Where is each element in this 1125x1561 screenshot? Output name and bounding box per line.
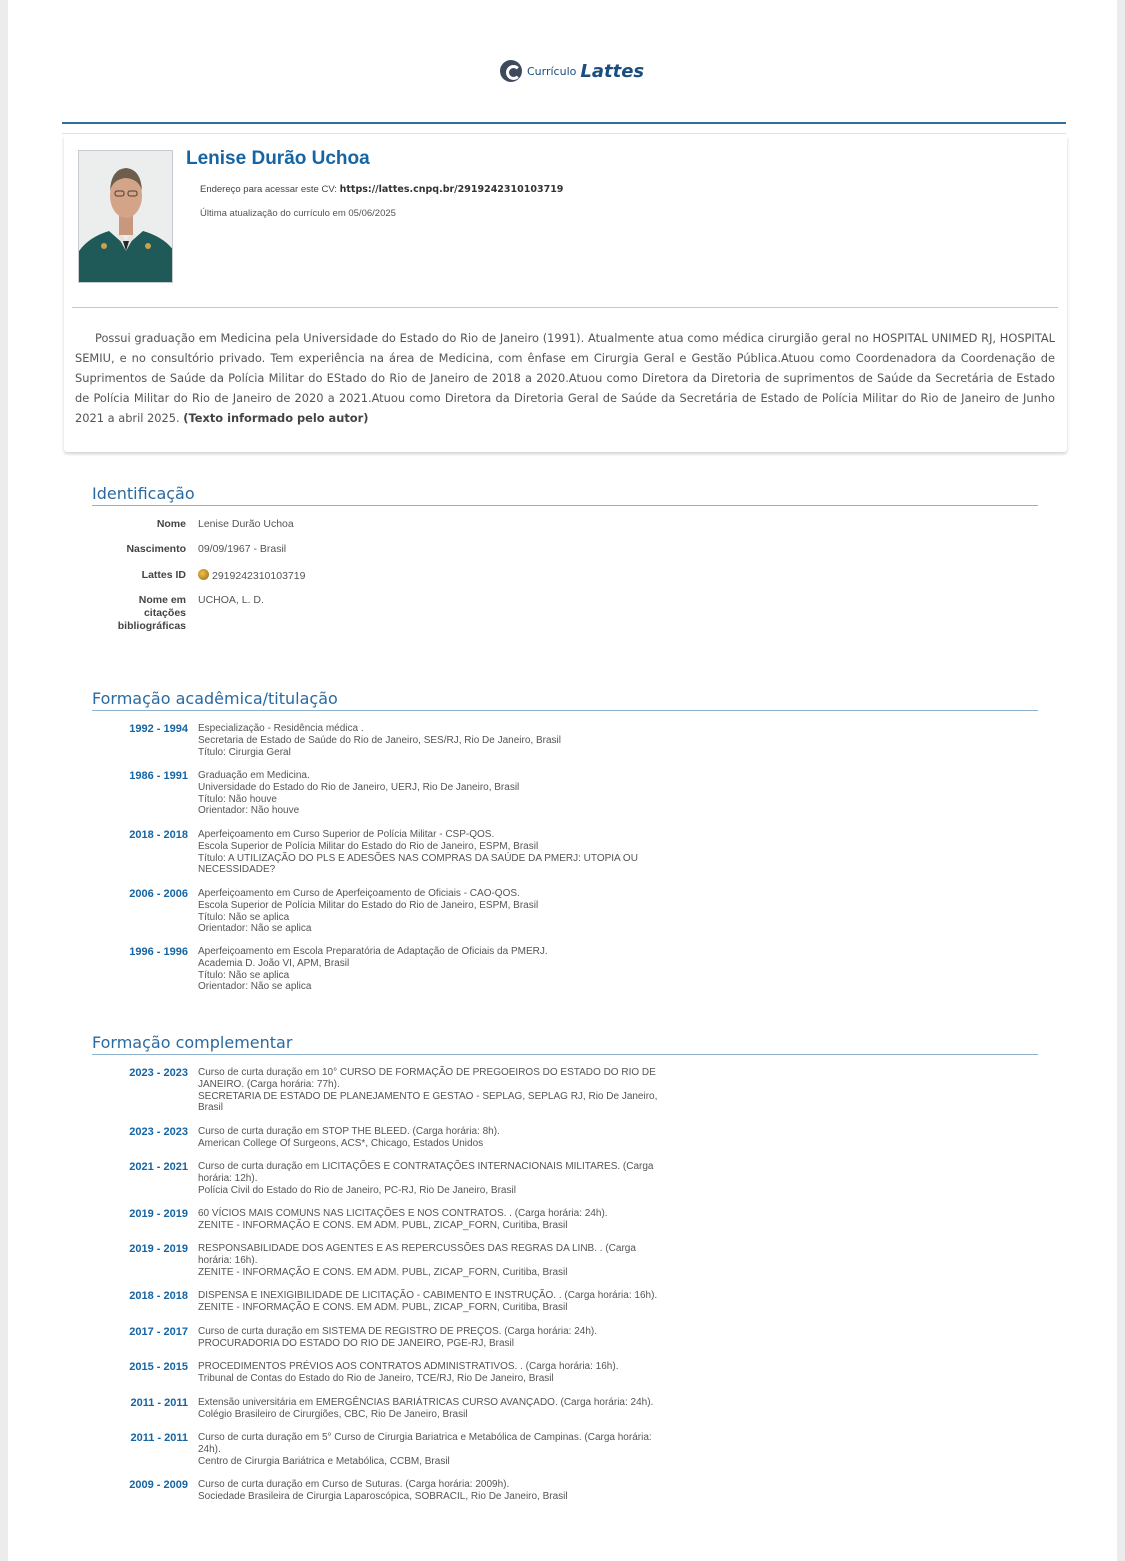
entry-line: Curso de curta duração em 5° Curso de Cirurgia Bariatrica e Metabólica de Campinas. (Carga horária: bbox=[198, 1432, 652, 1443]
entry-line: Título: A UTILIZAÇÃO DO PLS E ADESÕES NAS COMPRAS DA SAÚDE DA PMERJ: UTOPIA OU bbox=[198, 852, 638, 864]
entry-text bbox=[198, 1126, 703, 1150]
entry-line: ZENITE - INFORMAÇÃO E CONS. EM ADM. PUBL, ZICAP_FORN, Curitiba, Brasil bbox=[198, 1219, 568, 1231]
id-label: Nome em citações bibliográficas bbox=[117, 594, 186, 632]
id-value-wrapper bbox=[198, 569, 305, 582]
entry-line: Secretaria de Estado de Saúde do Rio de Janeiro, SES/RJ, Rio De Janeiro, Brasil bbox=[198, 734, 561, 746]
summary-divider bbox=[72, 307, 1058, 308]
lattes-logo[interactable] bbox=[500, 57, 644, 85]
entry-line: ZENITE - INFORMAÇÃO E CONS. EM ADM. PUBL, ZICAP_FORN, Curitiba, Brasil bbox=[198, 1301, 568, 1313]
id-value: Lenise Durão Uchoa bbox=[198, 518, 294, 530]
entry-line: 60 VÍCIOS MAIS COMUNS NAS LICITAÇÕES E NOS CONTRATOS. . (Carga horária: 24h). bbox=[198, 1208, 608, 1219]
entry-text bbox=[198, 888, 703, 935]
person-name: Lenise Durão Uchoa bbox=[186, 148, 370, 169]
entry-text bbox=[198, 1243, 703, 1278]
id-label: Nome bbox=[156, 518, 186, 530]
entry-years: 2011 - 2011 bbox=[130, 1432, 188, 1444]
entry-years: 1986 - 1991 bbox=[129, 770, 188, 782]
entry-line: horária: 12h). bbox=[198, 1172, 258, 1184]
entry-years: 1996 - 1996 bbox=[129, 946, 188, 958]
entry-years: 2018 - 2018 bbox=[129, 829, 188, 841]
id-label: Nascimento bbox=[126, 543, 186, 555]
logo-small-text: Currículo bbox=[527, 64, 577, 78]
entry-years: 2019 - 2019 bbox=[129, 1208, 188, 1220]
entry-text bbox=[198, 829, 703, 876]
entry-line: RESPONSABILIDADE DOS AGENTES E AS REPERCUSSÕES DAS REGRAS DA LINB. . (Carga bbox=[198, 1243, 636, 1254]
entry-line: Curso de curta duração em LICITAÇÕES E CONTRATAÇÕES INTERNACIONAIS MILITARES. (Carga bbox=[198, 1161, 654, 1172]
id-value[interactable]: 2919242310103719 bbox=[212, 570, 306, 582]
entry-line: Orientador: Não se aplica bbox=[198, 981, 312, 993]
entry-line: Aperfeiçoamento em Escola Preparatória de Adaptação de Oficiais da PMERJ. bbox=[198, 946, 548, 957]
entry-line: 24h). bbox=[198, 1443, 221, 1455]
section-title-complementar[interactable]: Formação complementar bbox=[92, 1033, 293, 1052]
entry-years: 2017 - 2017 bbox=[129, 1326, 188, 1338]
entry-text bbox=[198, 1361, 703, 1385]
entry-line: Sociedade Brasileira de Cirurgia Laparoscópica, SOBRACIL, Rio De Janeiro, Brasil bbox=[198, 1490, 568, 1502]
entry-line: Polícia Civil do Estado do Rio de Janeiro, PC-RJ, Rio De Janeiro, Brasil bbox=[198, 1184, 516, 1196]
entry-years: 2015 - 2015 bbox=[129, 1361, 188, 1373]
entry-text bbox=[198, 1290, 703, 1314]
entry-line: Escola Superior de Polícia Militar do Estado do Rio de Janeiro, ESPM, Brasil bbox=[198, 840, 539, 852]
header-divider bbox=[62, 122, 1066, 124]
entry-text bbox=[198, 946, 703, 993]
entry-line: Curso de curta duração em STOP THE BLEED. (Carga horária: 8h). bbox=[198, 1126, 500, 1137]
entry-line: Aperfeiçoamento em Curso de Aperfeiçoamento de Oficiais - CAO-QOS. bbox=[198, 888, 520, 899]
entry-line: SECRETARIA DE ESTADO DE PLANEJAMENTO E GESTAO - SEPLAG, SEPLAG RJ, Rio De Janeiro, bbox=[198, 1090, 658, 1102]
entry-text bbox=[198, 1479, 703, 1503]
id-value: UCHOA, L. D. bbox=[198, 594, 264, 606]
entry-text bbox=[198, 1161, 703, 1196]
entry-text bbox=[198, 1326, 703, 1350]
entry-line: Título: Não se aplica bbox=[198, 911, 290, 923]
cv-url-link[interactable]: https://lattes.cnpq.br/2919242310103719 bbox=[339, 184, 564, 195]
entry-line: Curso de curta duração em Curso de Suturas. (Carga horária: 2009h). bbox=[198, 1479, 510, 1490]
entry-text bbox=[198, 1067, 703, 1114]
cv-url-line bbox=[200, 184, 563, 195]
entry-line: PROCEDIMENTOS PRÉVIOS AOS CONTRATOS ADMINISTRATIVOS. . (Carga horária: 16h). bbox=[198, 1361, 619, 1372]
entry-line: American College Of Surgeons, ACS*, Chicago, Estados Unidos bbox=[198, 1137, 484, 1149]
entry-line: horária: 16h). bbox=[198, 1254, 258, 1266]
logo-big-text: Lattes bbox=[580, 60, 645, 82]
entry-line: Orientador: Não se aplica bbox=[198, 923, 312, 935]
entry-text bbox=[198, 1208, 703, 1232]
entry-years: 2023 - 2023 bbox=[129, 1126, 188, 1138]
lattes-logo-icon bbox=[500, 60, 522, 82]
entry-line: Curso de curta duração em SISTEMA DE REGISTRO DE PREÇOS. (Carga horária: 24h). bbox=[198, 1326, 598, 1337]
section-title-identificacao[interactable]: Identificação bbox=[92, 484, 195, 503]
summary-body: Possui graduação em Medicina pela Universidade do Estado do Rio de Janeiro (1991). Atualmente atua como médica cirurgião geral no HOSPITAL UNIMED RJ, HOSPITAL SEMIU, e no consultório privado. Tem experiência na área de Medicina, com ênfase em Cirurgia Geral e Gestão Pública.Atuou como Coordenadora da Coordenação de Suprimentos de Saúde da Polícia Militar do EStado do Rio de Janeiro de 2018 a 2020.Atuou como Diretora da Diretoria de suprimentos de Saúde da Secretária de Estado de Polícia Militar do Rio de Janeiro de 2020 a 2021.Atuou como Diretora da Diretoria Geral de Saúde da Secretária de Estado de Polícia Militar do Rio de Janeiro de Junho 2021 a abril 2025. bbox=[75, 331, 1055, 425]
entry-text bbox=[198, 1397, 703, 1421]
lattes-id-icon bbox=[198, 569, 209, 580]
cv-url-label: Endereço para acessar este CV: bbox=[200, 184, 337, 195]
entry-text bbox=[198, 770, 703, 817]
entry-line: Título: Não se aplica bbox=[198, 969, 290, 981]
entry-line: JANEIRO. (Carga horária: 77h). bbox=[198, 1078, 340, 1090]
entry-line: Título: Cirurgia Geral bbox=[198, 746, 291, 758]
section-rule-identificacao bbox=[92, 505, 1038, 506]
summary-text bbox=[75, 328, 1055, 428]
entry-years: 1992 - 1994 bbox=[129, 723, 188, 735]
entry-line: Título: Não houve bbox=[198, 793, 277, 805]
entry-years: 2011 - 2011 bbox=[130, 1397, 188, 1409]
profile-photo-image bbox=[79, 151, 173, 283]
entry-line: DISPENSA E INEXIGIBILIDADE DE LICITAÇÃO - CABIMENTO E INSTRUÇÃO. . (Carga horária: 16h). bbox=[198, 1290, 658, 1301]
entry-line: Escola Superior de Polícia Militar do Estado do Rio de Janeiro, ESPM, Brasil bbox=[198, 899, 539, 911]
profile-photo bbox=[78, 150, 173, 283]
entry-text bbox=[198, 723, 703, 758]
entry-years: 2006 - 2006 bbox=[129, 888, 188, 900]
entry-text bbox=[198, 1432, 703, 1467]
entry-line: Graduação em Medicina. bbox=[198, 770, 310, 781]
entry-line: Curso de curta duração em 10° CURSO DE FORMAÇÃO DE PREGOEIROS DO ESTADO DO RIO DE bbox=[198, 1067, 656, 1078]
entry-line: Academia D. João VI, APM, Brasil bbox=[198, 957, 350, 969]
section-rule-formacao bbox=[92, 710, 1038, 711]
last-update: Última atualização do currículo em 05/06/2025 bbox=[200, 208, 396, 219]
entry-line: Centro de Cirurgia Bariátrica e Metabólica, CCBM, Brasil bbox=[198, 1455, 450, 1467]
summary-note: (Texto informado pelo autor) bbox=[183, 411, 369, 425]
entry-line: PROCURADORIA DO ESTADO DO RIO DE JANEIRO, PGE-RJ, Brasil bbox=[198, 1337, 514, 1349]
entry-line: Colégio Brasileiro de Cirurgiões, CBC, Rio De Janeiro, Brasil bbox=[198, 1408, 468, 1420]
id-label: Lattes ID bbox=[141, 569, 186, 581]
entry-years: 2023 - 2023 bbox=[129, 1067, 188, 1079]
entry-line: Especialização - Residência médica . bbox=[198, 723, 364, 734]
entry-line: ZENITE - INFORMAÇÃO E CONS. EM ADM. PUBL, ZICAP_FORN, Curitiba, Brasil bbox=[198, 1266, 568, 1278]
entry-line: Aperfeiçoamento em Curso Superior de Polícia Militar - CSP-QOS. bbox=[198, 829, 495, 840]
entry-years: 2018 - 2018 bbox=[129, 1290, 188, 1302]
entry-line: Universidade do Estado do Rio de Janeiro, UERJ, Rio De Janeiro, Brasil bbox=[198, 781, 520, 793]
entry-line: NECESSIDADE? bbox=[198, 864, 276, 876]
entry-years: 2009 - 2009 bbox=[129, 1479, 188, 1491]
section-title-formacao[interactable]: Formação acadêmica/titulação bbox=[92, 689, 338, 708]
entry-years: 2019 - 2019 bbox=[129, 1243, 188, 1255]
id-value: 09/09/1967 - Brasil bbox=[198, 543, 287, 555]
section-rule-complementar bbox=[92, 1054, 1038, 1055]
entry-line: Tribunal de Contas do Estado do Rio de Janeiro, TCE/RJ, Rio De Janeiro, Brasil bbox=[198, 1372, 554, 1384]
entry-line: Brasil bbox=[198, 1102, 224, 1114]
header-divider-light bbox=[62, 133, 1066, 134]
cv-page bbox=[8, 0, 1117, 1561]
entry-line: Extensão universitária em EMERGÊNCIAS BARIÁTRICAS CURSO AVANÇADO. (Carga horária: 24h). bbox=[198, 1397, 654, 1408]
entry-line: Orientador: Não houve bbox=[198, 805, 300, 817]
entry-years: 2021 - 2021 bbox=[129, 1161, 188, 1173]
